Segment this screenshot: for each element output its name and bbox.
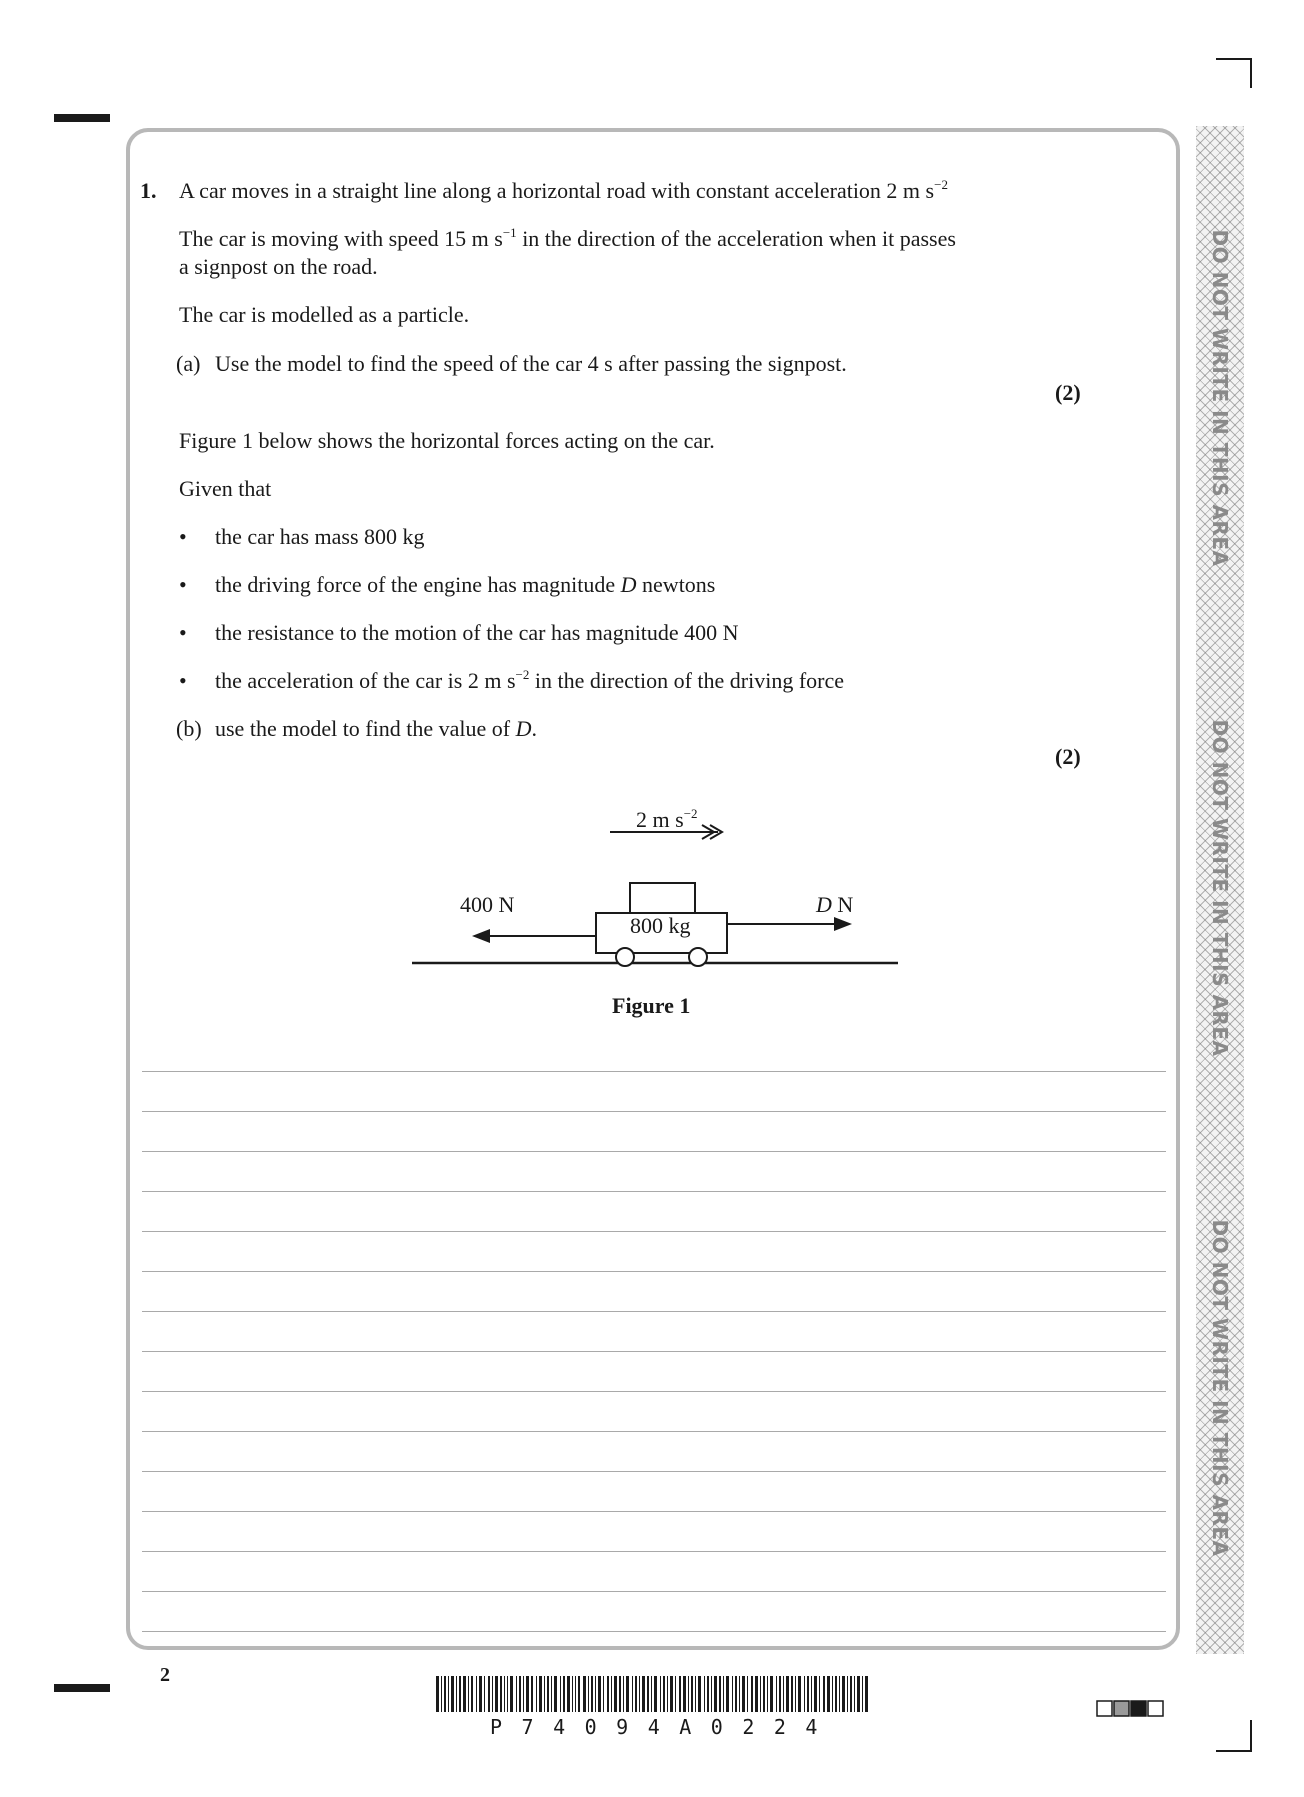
answer-line[interactable] bbox=[142, 1071, 1166, 1072]
margin-warning-3: DO NOT WRITE IN THIS AREA bbox=[1208, 1219, 1232, 1557]
bullet-4-text-b: in the direction of the driving force bbox=[529, 668, 845, 693]
bullet-1-text: the car has mass 800 kg bbox=[215, 524, 425, 549]
question-stem-line1 bbox=[179, 178, 948, 204]
figure-acceleration-label bbox=[636, 807, 698, 833]
barcode-text: P74094A0224 bbox=[490, 1715, 837, 1739]
answer-line[interactable] bbox=[142, 1311, 1166, 1312]
bullet-2-text-a: the driving force of the engine has magnitude bbox=[215, 572, 621, 597]
question-number: 1. bbox=[140, 178, 157, 203]
bullet-item-4 bbox=[215, 668, 844, 694]
crop-mark-bottom-right-v bbox=[1250, 1720, 1252, 1752]
part-b-var: D bbox=[515, 716, 532, 741]
answer-line[interactable] bbox=[142, 1191, 1166, 1192]
answer-line[interactable] bbox=[142, 1591, 1166, 1592]
stem-line1-text: A car moves in a straight line along a horizontal road with constant acceleration 2 m s bbox=[179, 178, 935, 203]
registration-bar-top bbox=[54, 114, 110, 122]
answer-line[interactable] bbox=[142, 1511, 1166, 1512]
bullet-dot-2: • bbox=[179, 572, 187, 597]
margin-warning-1: DO NOT WRITE IN THIS AREA bbox=[1208, 229, 1232, 567]
bullet-item-1 bbox=[215, 524, 425, 550]
stem-line2-text-b: in the direction of the acceleration when it passes bbox=[516, 226, 956, 251]
figure-caption: Figure 1 bbox=[612, 993, 691, 1018]
answer-line[interactable] bbox=[142, 1391, 1166, 1392]
bullet-3-text: the resistance to the motion of the car has magnitude 400 N bbox=[215, 620, 739, 645]
margin-warning-2: DO NOT WRITE IN THIS AREA bbox=[1208, 719, 1232, 1057]
crop-mark-top-right-v bbox=[1250, 58, 1252, 88]
answer-line[interactable] bbox=[142, 1271, 1166, 1272]
bullet-dot-3: • bbox=[179, 620, 187, 645]
stem-line1-sup: −2 bbox=[934, 177, 948, 192]
bullet-2-text-b: newtons bbox=[636, 572, 716, 597]
answer-line[interactable] bbox=[142, 1471, 1166, 1472]
crop-mark-top-right-h bbox=[1216, 58, 1252, 60]
driving-force-unit: N bbox=[831, 892, 854, 917]
accel-label-sup: −2 bbox=[683, 806, 698, 821]
given-intro: Given that bbox=[179, 476, 272, 501]
part-b-marks: (2) bbox=[1055, 744, 1081, 769]
part-b-text-end: . bbox=[531, 716, 537, 741]
part-b-label: (b) bbox=[176, 716, 202, 741]
barcode bbox=[436, 1676, 876, 1716]
answer-line[interactable] bbox=[142, 1551, 1166, 1552]
stem-line2-sup: −1 bbox=[502, 225, 517, 240]
page-number: 2 bbox=[160, 1664, 170, 1686]
question-stem-line2 bbox=[179, 226, 956, 252]
part-a-label: (a) bbox=[176, 351, 201, 376]
figure-intro: Figure 1 below shows the horizontal forces acting on the car. bbox=[179, 428, 715, 453]
figure-mass-label: 800 kg bbox=[630, 913, 691, 938]
driving-force-var: D bbox=[816, 892, 832, 917]
answer-line[interactable] bbox=[142, 1151, 1166, 1152]
bullet-dot-1: • bbox=[179, 524, 187, 549]
resistance-arrow-head bbox=[472, 929, 490, 943]
answer-line[interactable] bbox=[142, 1631, 1166, 1632]
part-b-text bbox=[215, 716, 537, 742]
answer-line[interactable] bbox=[142, 1351, 1166, 1352]
page-progress-squares bbox=[1096, 1700, 1168, 1718]
registration-bar-bottom bbox=[54, 1684, 110, 1692]
driving-force-arrow-head bbox=[834, 917, 852, 931]
question-stem-line3: a signpost on the road. bbox=[179, 254, 378, 279]
bullet-item-2 bbox=[215, 572, 715, 598]
answer-line[interactable] bbox=[142, 1431, 1166, 1432]
bullet-4-sup: −2 bbox=[515, 667, 530, 682]
answer-line[interactable] bbox=[142, 1111, 1166, 1112]
car-wheel-left bbox=[616, 948, 634, 966]
part-a-text: Use the model to find the speed of the car 4 s after passing the signpost. bbox=[215, 351, 847, 376]
figure-resistance-label: 400 N bbox=[460, 892, 515, 917]
crop-mark-bottom-right-h bbox=[1216, 1750, 1252, 1752]
answer-line[interactable] bbox=[142, 1231, 1166, 1232]
accel-label-text: 2 m s bbox=[636, 807, 684, 832]
bullet-item-3 bbox=[215, 620, 739, 646]
bullet-4-text-a: the acceleration of the car is 2 m s bbox=[215, 668, 516, 693]
stem-line2-text-a: The car is moving with speed 15 m s bbox=[179, 226, 503, 251]
figure-driving-force-label bbox=[816, 892, 853, 918]
model-note: The car is modelled as a particle. bbox=[179, 302, 470, 327]
bullet-dot-4: • bbox=[179, 668, 187, 693]
part-b-text-a: use the model to find the value of bbox=[215, 716, 516, 741]
car-cabin bbox=[630, 883, 695, 913]
bullet-2-var: D bbox=[620, 572, 637, 597]
car-wheel-right bbox=[689, 948, 707, 966]
part-a-marks: (2) bbox=[1055, 380, 1081, 405]
